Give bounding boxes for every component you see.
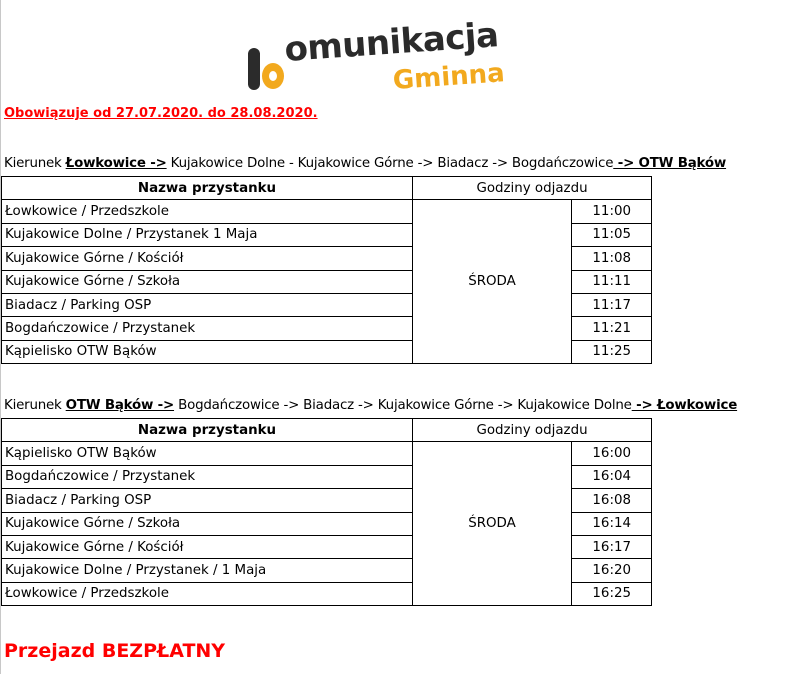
departure-time: 11:11	[572, 270, 652, 293]
departure-time: 11:21	[572, 317, 652, 340]
logo-main-text: omunikacja	[283, 15, 500, 71]
stop-name: Kujakowice Dolne / Przystanek 1 Maja	[2, 223, 413, 246]
stop-name: Kujakowice Górne / Szkoła	[2, 512, 413, 535]
table-row	[2, 442, 652, 465]
direction-start: Łowkowice ->	[65, 156, 167, 171]
direction-middle: Bogdańczowice -> Biadacz -> Kujakowice Górne -> Kujakowice Dolne	[174, 398, 632, 413]
table-header-row	[2, 177, 652, 200]
table-row	[2, 200, 652, 223]
stop-name: Bogdańczowice / Przystanek	[2, 317, 413, 340]
stop-name: Bogdańczowice / Przystanek	[2, 465, 413, 488]
logo-sub-text: Gminna	[391, 58, 506, 96]
departure-time: 11:17	[572, 293, 652, 316]
route-1-direction	[4, 156, 726, 171]
stop-name: Kąpielisko OTW Bąków	[2, 340, 413, 363]
stop-name: Kujakowice Górne / Kościół	[2, 247, 413, 270]
route-2-timetable	[1, 418, 652, 606]
departure-time: 11:08	[572, 247, 652, 270]
direction-end: -> OTW Bąków	[613, 156, 727, 171]
stop-name: Łowkowice / Przedszkole	[2, 582, 413, 605]
departure-time: 16:20	[572, 559, 652, 582]
direction-end: -> Łowkowice	[631, 398, 738, 413]
departure-time: 16:17	[572, 535, 652, 558]
hours-column-header: Godziny odjazdu	[413, 419, 652, 442]
free-ride-notice: Przejazd BEZPŁATNY	[4, 640, 226, 662]
validity-period: Obowiązuje od 27.07.2020. do 28.08.2020.	[4, 106, 318, 121]
route-2-direction	[4, 398, 737, 413]
departure-time: 16:25	[572, 582, 652, 605]
hours-column-header: Godziny odjazdu	[413, 177, 652, 200]
stop-name: Biadacz / Parking OSP	[2, 489, 413, 512]
departure-time: 16:04	[572, 465, 652, 488]
stop-name: Biadacz / Parking OSP	[2, 293, 413, 316]
departure-time: 11:00	[572, 200, 652, 223]
logo	[246, 15, 536, 100]
logo-k-mark-icon	[246, 46, 286, 92]
table-header-row	[2, 419, 652, 442]
direction-start: OTW Bąków ->	[65, 398, 175, 413]
stop-name: Łowkowice / Przedszkole	[2, 200, 413, 223]
direction-middle: Kujakowice Dolne - Kujakowice Górne -> Biadacz -> Bogdańczowice	[166, 156, 614, 171]
stop-name: Kujakowice Dolne / Przystanek / 1 Maja	[2, 559, 413, 582]
stop-column-header: Nazwa przystanku	[2, 419, 413, 442]
stop-name: Kujakowice Górne / Kościół	[2, 535, 413, 558]
route-1-timetable	[1, 176, 652, 364]
departure-time: 16:14	[572, 512, 652, 535]
departure-time: 11:05	[572, 223, 652, 246]
departure-time: 16:08	[572, 489, 652, 512]
direction-prefix: Kierunek	[4, 398, 66, 413]
stop-name: Kujakowice Górne / Szkoła	[2, 270, 413, 293]
departure-time: 16:00	[572, 442, 652, 465]
day-cell: ŚRODA	[413, 200, 572, 364]
departure-time: 11:25	[572, 340, 652, 363]
direction-prefix: Kierunek	[4, 156, 66, 171]
day-cell: ŚRODA	[413, 442, 572, 606]
stop-name: Kąpielisko OTW Bąków	[2, 442, 413, 465]
stop-column-header: Nazwa przystanku	[2, 177, 413, 200]
